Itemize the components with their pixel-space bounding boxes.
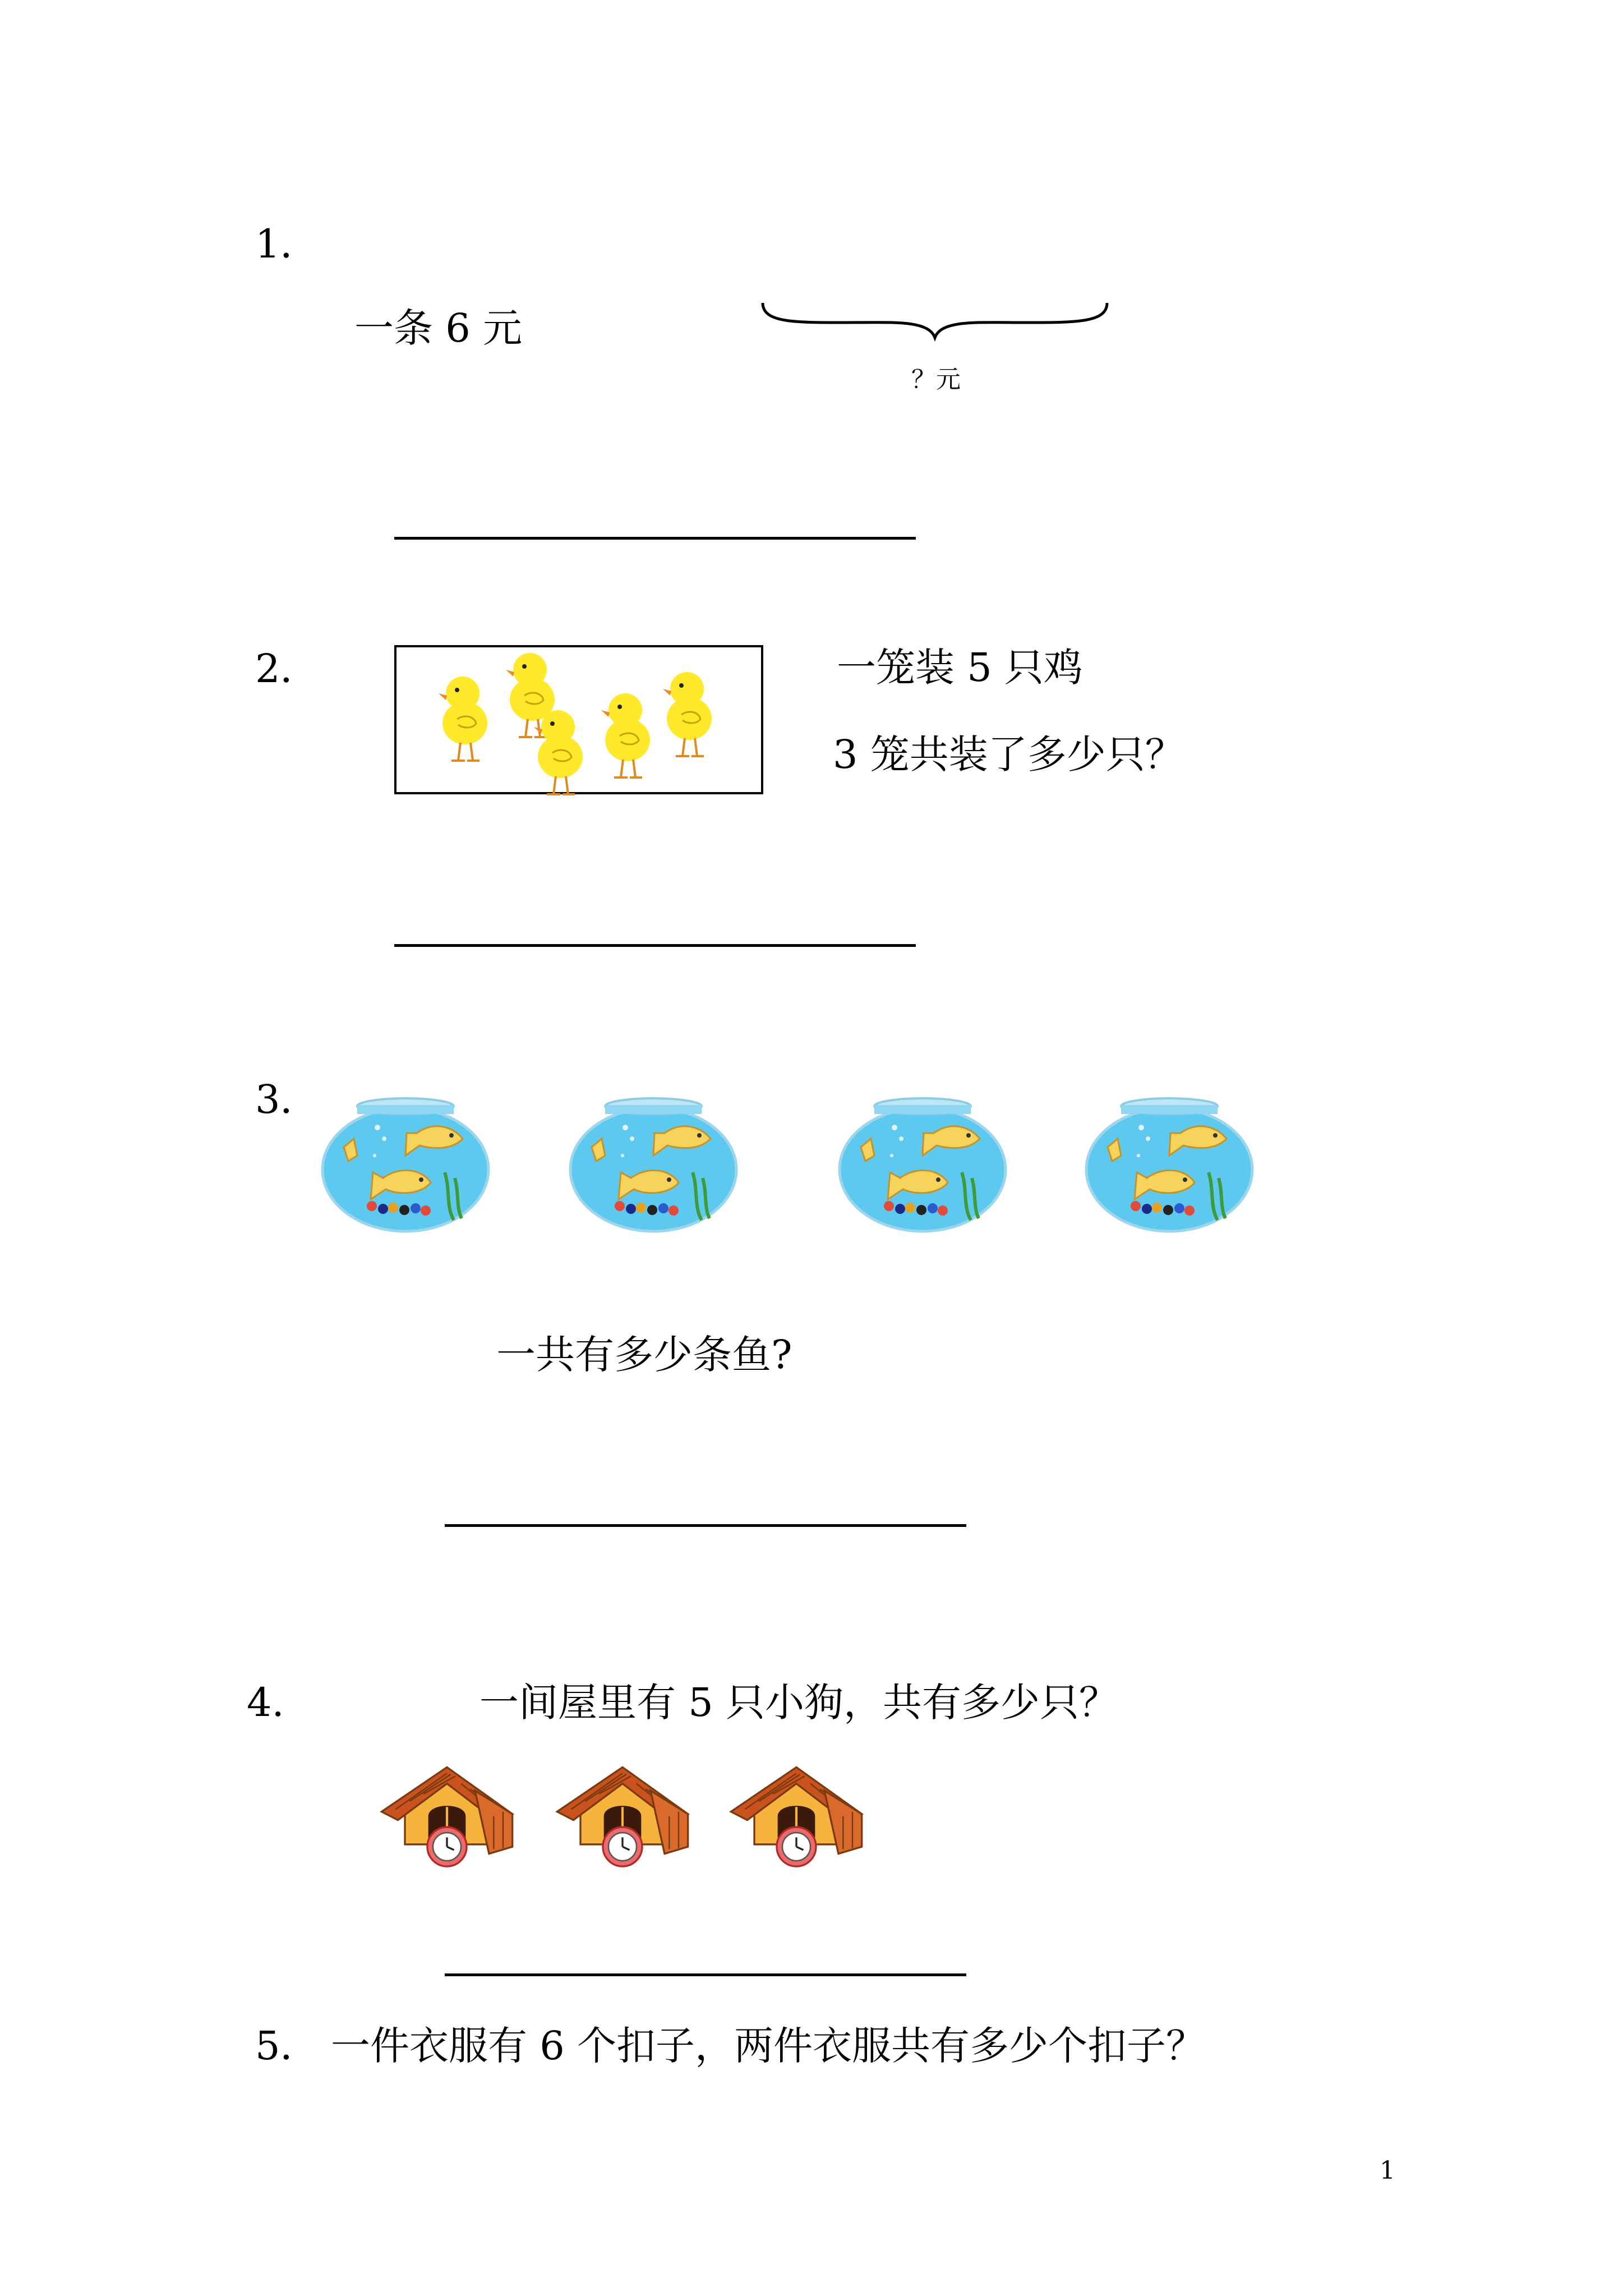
doghouse-icon	[552, 1761, 693, 1874]
question-3-text: 一共有多少条鱼?	[496, 1332, 792, 1378]
chick-icon	[660, 660, 722, 761]
question-4-number: 4.	[247, 1680, 284, 1726]
chick-icon	[598, 681, 660, 782]
chick-icon	[436, 664, 497, 765]
question-2-line-2: 3 笼共装了多少只？	[833, 731, 1184, 777]
chick-icon	[531, 698, 593, 799]
curly-brace	[760, 292, 1113, 342]
question-1-text: 一条 6 元	[354, 305, 523, 351]
answer-line-4	[445, 1973, 966, 1976]
doghouse-icon	[377, 1761, 517, 1874]
brace-label: ？元	[911, 365, 961, 394]
question-4-text: 一间屋里有 5 只小狗，共有多少只？	[479, 1680, 1119, 1726]
answer-line-3	[445, 1524, 966, 1527]
question-2-number: 2．	[255, 646, 320, 692]
question-2-line-1: 一笼装 5 只鸡	[837, 645, 1083, 691]
answer-line-2	[394, 944, 916, 947]
doghouse-icon	[726, 1761, 866, 1874]
question-1-number: 1．	[255, 221, 320, 267]
fishbowl-icon	[836, 1094, 1009, 1234]
fishbowl-icon	[319, 1094, 492, 1234]
question-5-text: 一件衣服有 6 个扣子，两件衣服共有多少个扣子？	[331, 2023, 1206, 2069]
fishbowl-icon	[1082, 1094, 1256, 1234]
question-3-number: 3．	[255, 1076, 320, 1122]
page-number: 1	[1380, 2156, 1395, 2185]
question-5-number: 5．	[255, 2023, 320, 2069]
chick-cage-illustration	[394, 645, 763, 794]
answer-line-1	[394, 537, 916, 540]
fishbowl-icon	[566, 1094, 740, 1234]
